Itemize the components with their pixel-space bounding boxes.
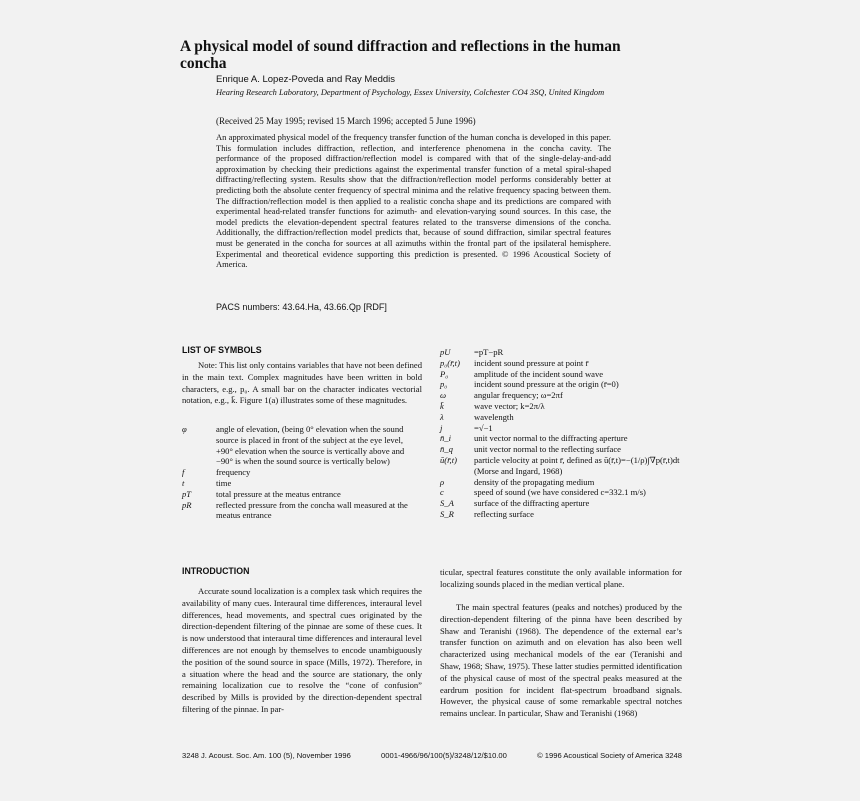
symbol-row: [440, 401, 682, 412]
symbol-definition: unit vector normal to the reflecting surface: [474, 444, 621, 455]
symbol: p₀(r̄,t): [440, 357, 460, 368]
symbol: n̄_q: [440, 444, 453, 455]
symbol: n̄_i: [440, 433, 451, 444]
symbol: pT: [182, 488, 192, 499]
symbol-row: [440, 423, 682, 434]
symbol: ρ: [440, 476, 445, 487]
symbols-right-list: [440, 347, 682, 520]
symbol-row: [440, 379, 682, 390]
symbol-definition: frequency: [216, 467, 251, 478]
symbol-definition: =√−1: [474, 422, 493, 433]
symbols-note: Note: This list only contains variables that have not been defined in the main text. Complex magnitudes have been written in bold characters, e.g., p₀. A small bar on the character indicates vectorial notation, e.g., k̄. Figure 1(a) illustrates some of these magnitudes.: [182, 360, 422, 406]
symbol: p₀: [440, 379, 448, 390]
symbol-definition: incident sound pressure at point r̄: [474, 357, 589, 368]
intro-right-paragraph-1: ticular, spectral features constitute the only available information for localizing sounds placed in the median vertical plane.: [440, 567, 682, 589]
symbol-row: [182, 424, 422, 467]
paper-title: A physical model of sound diffraction and reflections in the human concha: [180, 38, 621, 72]
symbol-definition: total pressure at the meatus entrance: [216, 488, 341, 499]
pacs-numbers: PACS numbers: 43.64.Ha, 43.66.Qp [RDF]: [216, 302, 387, 312]
symbol-definition: time: [216, 477, 232, 488]
symbol: j: [440, 422, 443, 433]
symbol: S_A: [440, 498, 454, 509]
symbol: c: [440, 487, 444, 498]
symbol-definition: angle of elevation, (being 0° elevation when the sound source is placed in front of the subject at the eye level, +90° elevation when the source is vertically above and −90° is when the sound source is vertically below): [216, 424, 405, 467]
symbol-definition: wavelength: [474, 411, 514, 422]
symbol: ū(r̄,t): [440, 454, 457, 465]
symbol-row: [440, 477, 682, 488]
intro-heading: INTRODUCTION: [182, 566, 250, 576]
symbol-row: [440, 509, 682, 520]
footer-journal: 3248 J. Acoust. Soc. Am. 100 (5), November 1996: [182, 751, 351, 760]
symbol-definition: unit vector normal to the diffracting aperture: [474, 433, 628, 444]
symbol-row: [182, 489, 422, 500]
authors: Enrique A. Lopez-Poveda and Ray Meddis: [216, 74, 396, 85]
footer-code: 0001-4966/96/100(5)/3248/12/$10.00: [381, 751, 507, 760]
intro-left-paragraph: Accurate sound localization is a complex task which requires the availability of many cues. Interaural time differences, interaural level differences, head movements, and spectral cues originated by the direction-dependent filtering of the pinnae are some of these cues. It is now understood that interaural time differences and interaural level differences are not enough by themselves to encode unambiguously the position of the sound source in space (Mills, 1972). Therefore, in a situation where the head and the source are stationary, the only remaining localization cue to resolve the “cone of confusion” described by Mills is provided by the direction-dependent spectral filtering of the pinnae. In par-: [182, 586, 422, 714]
symbol: k̄: [440, 400, 444, 411]
symbol: t: [182, 477, 185, 488]
symbol-definition: amplitude of the incident sound wave: [474, 368, 604, 379]
symbol-definition: angular frequency; ω=2πf: [474, 390, 563, 401]
symbol-row: [440, 487, 682, 498]
symbol-row: [182, 478, 422, 489]
symbol-definition: speed of sound (we have considered c=332.1 m/s): [474, 487, 646, 498]
symbol-row: [182, 467, 422, 478]
symbol-definition: surface of the diffracting aperture: [474, 498, 590, 509]
affiliation: Hearing Research Laboratory, Department of Psychology, Essex University, Colchester CO4 3SQ, United Kingdom: [216, 88, 605, 97]
symbol: f: [182, 467, 185, 478]
symbol-row: [440, 498, 682, 509]
intro-right-paragraph-2: The main spectral features (peaks and notches) produced by the direction-dependent filtering of the pinna have been described by Shaw and Teranishi (1968). The dependence of the external ear’s transfer function on azimuth and on elevation has also been well characterized using mechanical models of the ear (Teranishi and Shaw, 1968; Shaw, 1975). These latter studies permitted identification of the physical cause of most of the spectral peaks measured at the eardrum position for incident flat-spectrum broadband signals. However, the physical cause of some remarkable spectral notches remains unclear. In particular, Shaw and Teranishi (1968): [440, 602, 682, 719]
symbols-heading: LIST OF SYMBOLS: [182, 345, 262, 355]
symbol-row: [182, 500, 422, 522]
symbol: pR: [182, 499, 192, 510]
symbol: φ: [182, 424, 187, 434]
abstract: An approximated physical model of the frequency transfer function of the human concha is developed in this paper. This formulation includes diffraction, reflection, and interference phenomena in the concha cavity. The performance of the proposed diffraction/reflection model is compared with that of the single-delay-and-add approximation by checking their predictions against the experimental transfer function of a metal spiral-shaped diffracting/reflecting system. Results show that the diffraction/reflection model performs considerably better at predicting both the absolute center frequency of spectral minima and the relative frequency spacing between them. The diffraction/reflection model is then applied to a realistic concha shape and its predictions are compared with experimental head-related transfer functions for azimuth- and elevation-varying sound sources. In this case, the model predicts the elevation-dependent spectral features related to the transverse dimensions of the concha. Additionally, the diffraction/reflection model predicts that, because of sound diffraction, similar spectral features must be generated in the concha for sources at all azimuths within the frontal part of the ipsilateral hemisphere. Experimental and theoretical evidence supporting this prediction is presented. © 1996 Acoustical Society of America.: [216, 132, 611, 270]
symbol-row: [440, 433, 682, 444]
symbol-definition: incident sound pressure at the origin (r̄=0): [474, 379, 619, 390]
symbol-row: [440, 369, 682, 380]
symbol-row: [440, 455, 682, 477]
symbol: P₀: [440, 368, 449, 379]
symbol-row: [440, 347, 682, 358]
received-dates: (Received 25 May 1995; revised 15 March 1996; accepted 5 June 1996): [216, 116, 476, 126]
page-footer: [182, 751, 682, 760]
symbol: ω: [440, 390, 447, 401]
symbol-definition: reflected pressure from the concha wall measured at the meatus entrance: [216, 499, 408, 521]
symbol-definition: reflecting surface: [474, 508, 534, 519]
footer-copyright: © 1996 Acoustical Society of America 3248: [537, 751, 682, 760]
symbol: S_R: [440, 508, 454, 519]
symbol: pU: [440, 347, 451, 357]
symbol-row: [440, 390, 682, 401]
symbol: λ: [440, 411, 444, 422]
symbol-definition: particle velocity at point r̄, defined as ū(r̄,t)=−(1/ρ)∫∇p(r̄,t)dt (Morse and Ingard, 1968): [474, 454, 680, 476]
symbol-definition: =pT−pR: [474, 347, 504, 357]
symbol-row: [440, 358, 682, 369]
symbol-definition: wave vector; k=2π/λ: [474, 400, 545, 411]
symbol-row: [440, 412, 682, 423]
symbol-row: [440, 444, 682, 455]
symbol-definition: density of the propagating medium: [474, 476, 595, 487]
symbols-left-list: [182, 424, 422, 521]
